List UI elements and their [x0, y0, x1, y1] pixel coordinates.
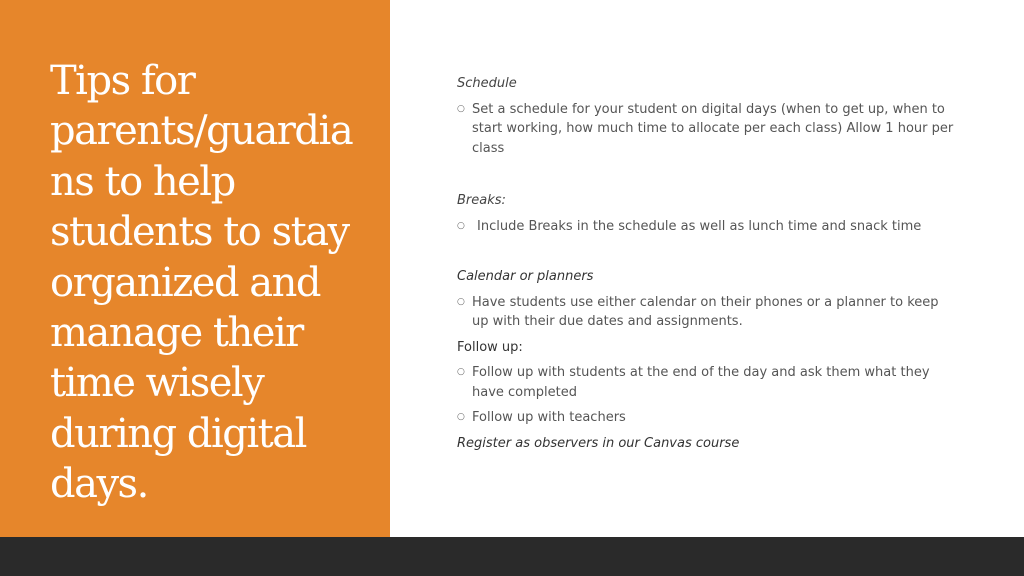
- slide-title: Tips for parents/guardia ns to help students to stay organized and manage their time wisely during digital days.: [50, 58, 353, 508]
- calendar-bullet: [457, 293, 957, 332]
- circle-bullet-icon: ○: [457, 103, 465, 114]
- content-area: [457, 74, 957, 453]
- follow-up-bullet: [457, 408, 957, 428]
- schedule-heading: Schedule: [457, 76, 517, 91]
- follow-up-bullet-text: Follow up with teachers: [472, 410, 626, 425]
- register-note: Register as observers in our Canvas course: [457, 435, 740, 451]
- footer-bar: [0, 537, 1024, 576]
- circle-bullet-icon: ○: [457, 412, 465, 422]
- follow-up-bullet: [457, 363, 957, 402]
- schedule-bullet: [457, 100, 957, 159]
- breaks-bullet: [457, 217, 957, 237]
- follow-up-heading: Follow up:: [457, 339, 523, 355]
- calendar-heading: Calendar or planners: [457, 269, 594, 284]
- title-panel: [0, 0, 390, 537]
- schedule-bullet-text: Set a schedule for your student on digital days (when to get up, when to start working, how much time to allocate per each class) Allow 1 hour per class: [472, 101, 954, 156]
- follow-up-bullet-text: Follow up with students at the end of the day and ask them what they have completed: [472, 365, 930, 400]
- breaks-bullet-text: Include Breaks in the schedule as well as lunch time and snack time: [477, 218, 922, 234]
- circle-bullet-icon: ○: [457, 296, 465, 307]
- circle-bullet-icon: ○: [457, 220, 465, 231]
- circle-bullet-icon: ○: [457, 367, 465, 377]
- breaks-heading: Breaks:: [457, 193, 506, 208]
- calendar-bullet-text: Have students use either calendar on their phones or a planner to keep up with their due dates and assignments.: [472, 294, 939, 329]
